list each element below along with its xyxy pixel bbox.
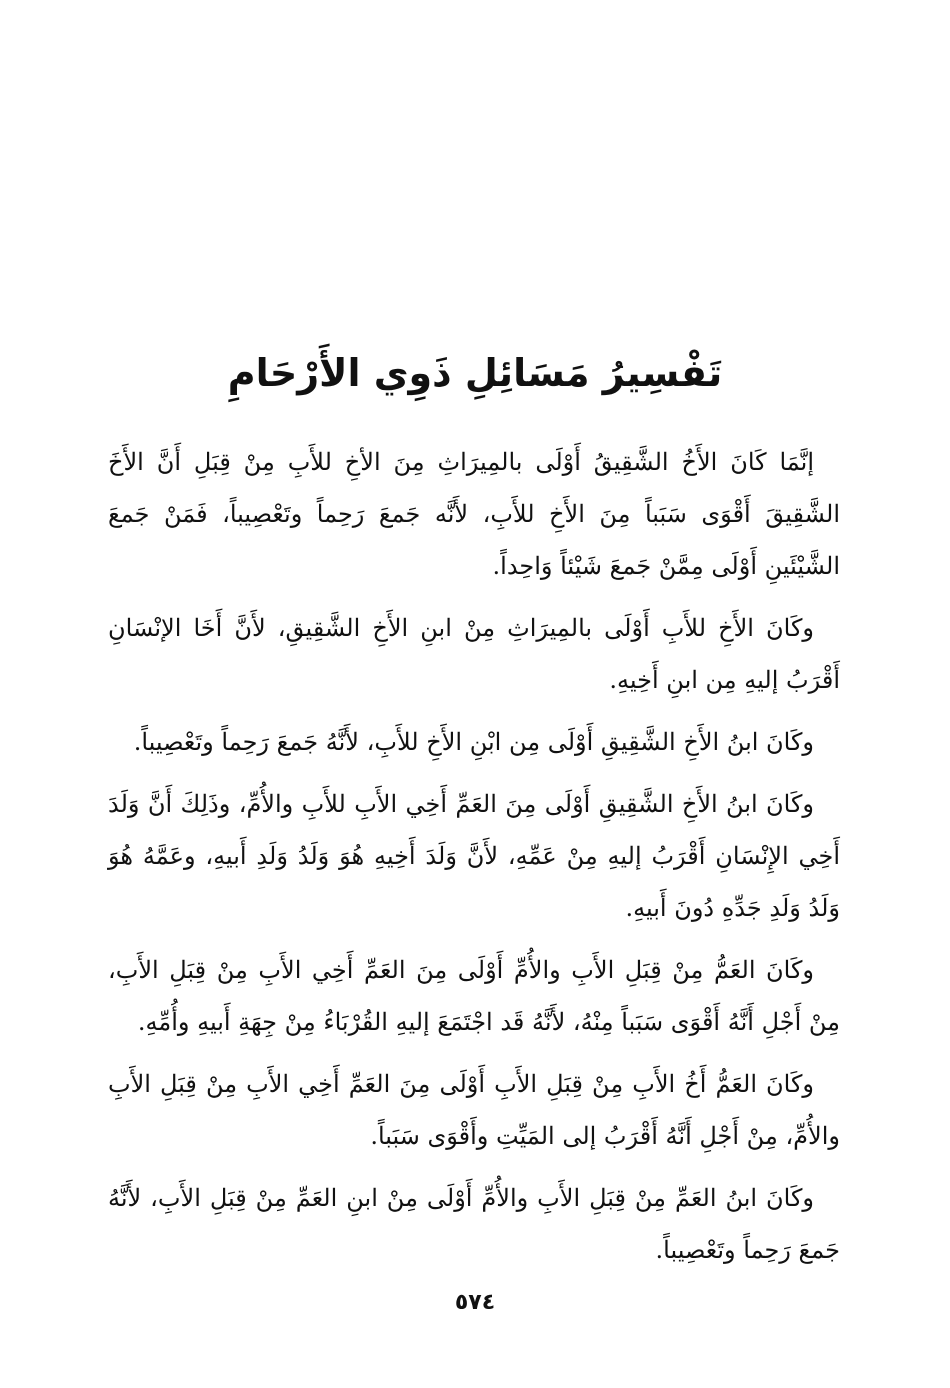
paragraph-3: وكَانَ ابنُ الأَخِ الشَّقِيقِ أَوْلَى مِن ابْنِ الأَخِ للأَبِ، لأَنَّهُ جَمعَ رَحِماً وتَعْصِيباً.	[133, 728, 814, 756]
paragraph-1: إنَّمَا كَانَ الأَخُ الشَّقِيقُ أَوْلَى بالمِيرَاثِ مِنَ الأخِ للأَبِ مِنْ قِبَلِ أَنَّ الأَخَ الشَّقِيقَ أَقْوَى سَبَباً مِنَ الأَخِ للأَبِ، لأَنَّه جَمعَ رَحِماً وتَعْصِيباً، فَمَنْ جَمعَ الشَّيْئَينِ أَوْلَى مِمَّنْ جَمعَ شَيْئاً وَاحِداً.	[108, 448, 840, 580]
body-text	[108, 436, 840, 1286]
paragraph-7: وكَانَ ابنُ العَمِّ مِنْ قِبَلِ الأَبِ والأُمِّ أَوْلَى مِنْ ابنِ العَمِّ مِنْ قِبَلِ الأَبِ، لأَنَّهُ جَمعَ رَحِماً وتَعْصِيباً.	[108, 1184, 840, 1264]
paragraph-4: وكَانَ ابنُ الأَخِ الشَّقِيقِ أَوْلَى مِنَ العَمِّ أَخِي الأَبِ للأَبِ والأُمِّ، وذَلِكَ أَنَّ وَلَدَ أَخِي الإِنْسَانِ أَقْرَبُ إليهِ مِنْ عَمِّهِ، لأَنَّ وَلَدَ أَخِيهِ هُوَ وَلَدُ وَلَدِ أَبيهِ، وعَمَّهُ هُوَ وَلَدُ وَلَدِ جَدِّهِ دُونَ أَبيهِ.	[108, 790, 840, 922]
paragraph-5: وكَانَ العَمُّ مِنْ قِبَلِ الأَبِ والأُمِّ أَوْلَى مِنَ العَمِّ أَخِي الأَبِ مِنْ قِبَلِ الأَبِ، مِنْ أَجْلِ أَنَّهُ أَقْوَى سَبَباً مِنْهُ، لأَنَّهُ قَد اجْتَمَعَ إليهِ القُرْبَاءُ مِنْ جِهَةِ أَبيهِ وأُمِّهِ.	[108, 956, 840, 1036]
page-number: ٥٧٤	[454, 1290, 496, 1315]
paragraph-2: وكَانَ الأَخِ للأَبِ أَوْلَى بالمِيرَاثِ مِنْ ابنِ الأَخِ الشَّقِيقِ، لأَنَّ أَخَا الإنْسَانِ أَقْرَبُ إليهِ مِن ابنِ أَخِيهِ.	[108, 614, 840, 694]
paragraph-6: وكَانَ العَمُّ أَخُ الأَبِ مِنْ قِبَلِ الأَبِ أَوْلَى مِنَ العَمِّ أَخِي الأَبِ مِنْ قِبَلِ الأَبِ والأُمِّ، مِنْ أَجْلِ أَنَّهُ أَقْرَبُ إلى المَيِّتِ وأَقْوَى سَبَباً.	[108, 1070, 840, 1150]
chapter-title: تَفْسِيرُ مَسَائِلِ ذَوِي الأَرْحَامِ	[227, 351, 723, 396]
